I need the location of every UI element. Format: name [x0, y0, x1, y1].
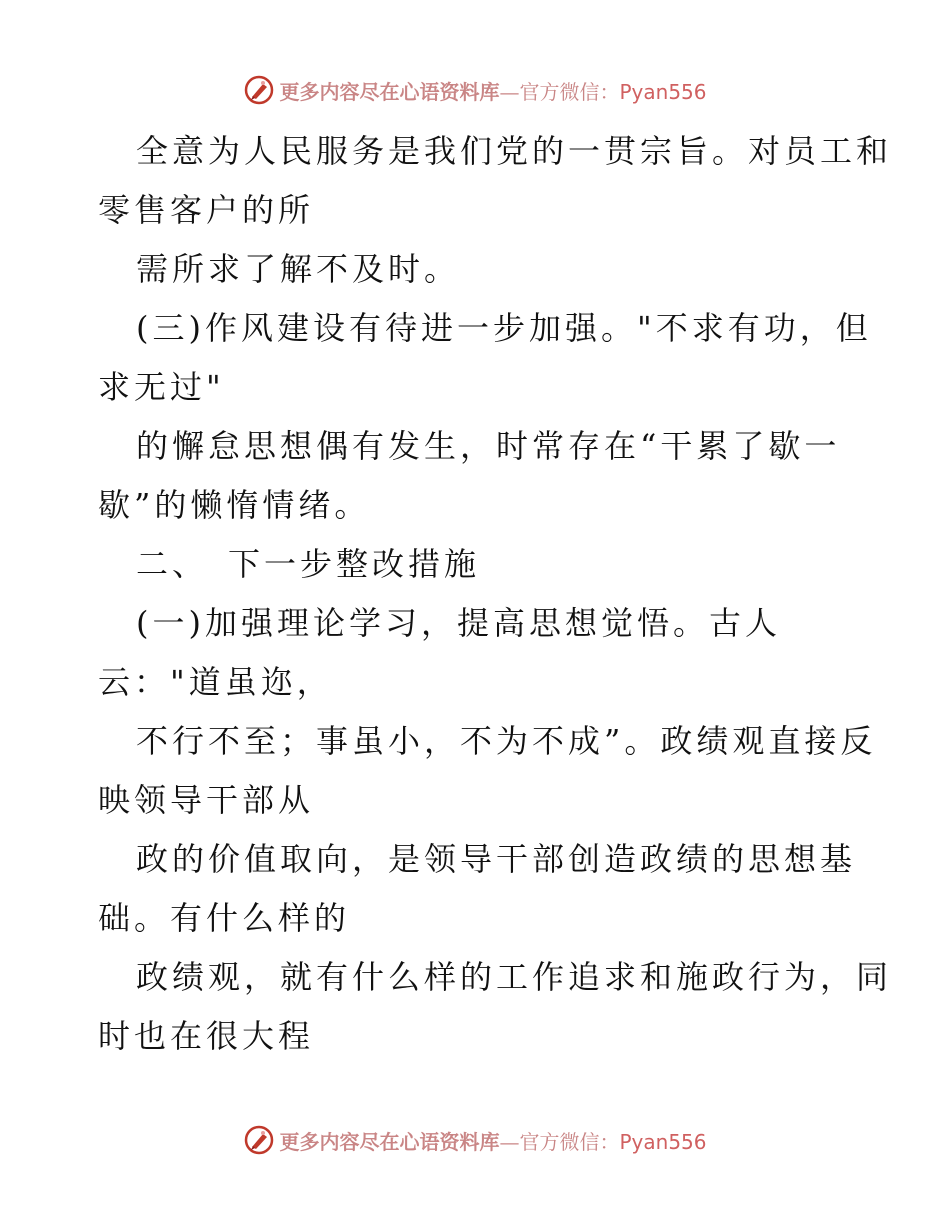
header-wechat-id: Pyan556	[619, 79, 707, 104]
footer-watermark-text	[279, 1126, 706, 1155]
document-body	[98, 122, 893, 1066]
header-dash: —	[499, 79, 520, 104]
header-watermark-text	[279, 76, 706, 105]
text-line: 的懈怠思想偶有发生，时常存在“干累了歇一	[136, 427, 841, 465]
text-line: 二、 下一步整改措施	[136, 545, 481, 583]
header-watermark	[0, 70, 950, 110]
text-line: 不行不至；事虽小，不为不成”。政绩观直接反	[136, 722, 877, 760]
footer-watermark	[0, 1120, 950, 1160]
text-line: 需所求了解不及时。	[136, 250, 461, 288]
text-line: (一)加强理论学习，提高思想觉悟。古人	[136, 604, 781, 642]
text-line: 础。有什么样的	[98, 899, 351, 937]
text-line: 时也在很大程	[98, 1017, 315, 1055]
text-line: 零售客户的所	[98, 191, 315, 229]
text-line: 全意为人民服务是我们党的一贯宗旨。对员工和	[136, 132, 893, 170]
header-title: 更多内容尽在心语资料库	[279, 79, 500, 104]
pen-circle-logo-icon	[243, 74, 275, 106]
header-wechat-label: 官方微信：	[519, 79, 620, 104]
footer-dash: —	[499, 1129, 520, 1154]
text-line: 求无过"	[98, 368, 225, 406]
text-line: 映领导干部从	[98, 781, 315, 819]
text-line: 政绩观，就有什么样的工作追求和施政行为，同	[136, 958, 893, 996]
text-line: 云："道虽迩，	[98, 663, 333, 701]
footer-wechat-id: Pyan556	[619, 1129, 707, 1154]
footer-wechat-label: 官方微信：	[519, 1129, 620, 1154]
pen-circle-logo-icon	[243, 1124, 275, 1156]
footer-title: 更多内容尽在心语资料库	[279, 1129, 500, 1154]
text-line: (三)作风建设有待进一步加强。"不求有功，但	[136, 309, 872, 347]
text-line: 歇”的懒惰情绪。	[98, 486, 371, 524]
text-line: 政的价值取向，是领导干部创造政绩的思想基	[136, 840, 857, 878]
